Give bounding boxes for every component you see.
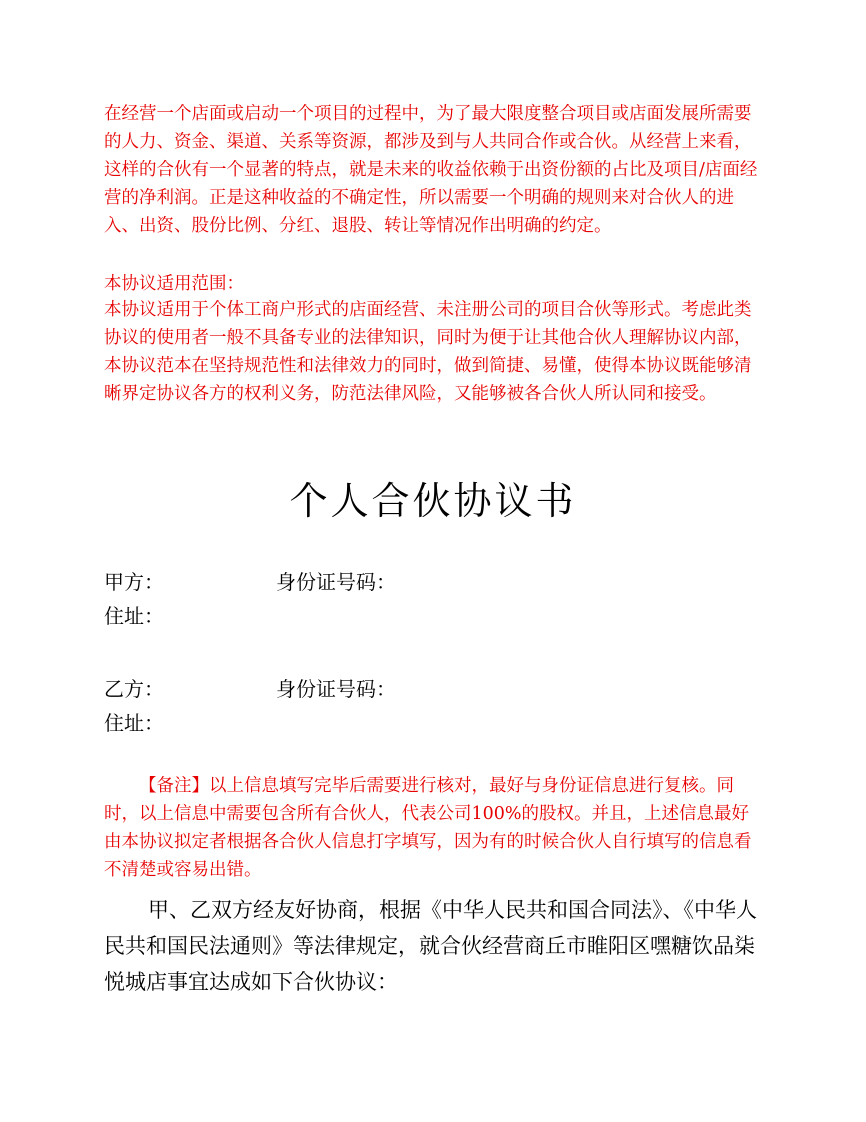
party-b-address-row [104,706,164,740]
scope-body: 本协议适用于个体工商户形式的店面经营、未注册公司的项目合伙等形式。考虑此类协议的使用者一般不具备专业的法律知识，同时为便于让其他合伙人理解协议内部，本协议范本在坚持规范性和法律效力的同时，做到简捷、易懂，使得本协议既能够清晰界定协议各方的权利义务，防范法律风险，又能够被各合伙人所认同和接受。 [104,300,752,404]
party-a-address-row [104,599,164,633]
agreement-clause: 甲、乙双方经友好协商，根据《中华人民共和国合同法》、《中华人民共和国民法通则》等法律规定，就合伙经营商丘市睢阳区嘿糖饮品柒悦城店事宜达成如下合伙协议： [104,898,757,994]
note-paragraph: 【备注】以上信息填写完毕后需要进行核对，最好与身份证信息进行复核。同时，以上信息中需要包含所有合伙人，代表公司100%的股权。并且，上述信息最好由本协议拟定者根据各合伙人信息打字填写，因为有的时候合伙人自行填写的信息看不清楚或容易出错。 [104,776,752,880]
intro-paragraph: 在经营一个店面或启动一个项目的过程中，为了最大限度整合项目或店面发展所需要的人力、资金、渠道、关系等资源，都涉及到与人共同合作或合伙。从经营上来看，这样的合伙有一个显著的特点，就是未来的收益依赖于出资份额的占比及项目/店面经营的净利润。正是这种收益的不确定性，所以需要一个明确的规则来对合伙人的进入、出资、股份比例、分红、退股、转让等情况作出明确的约定。 [104,104,758,236]
party-a-row [104,565,396,599]
party-b-label: 乙方： [104,677,164,701]
party-a-address-label: 住址： [104,604,164,628]
document-title: 个人合伙协议书 [289,479,577,523]
party-b-row [104,672,396,706]
party-b-id-label: 身份证号码： [276,677,396,701]
party-b-address-label: 住址： [104,711,164,735]
party-a-id-label: 身份证号码： [276,570,396,594]
scope-title: 本协议适用范围： [104,274,244,294]
party-a-label: 甲方： [104,570,164,594]
